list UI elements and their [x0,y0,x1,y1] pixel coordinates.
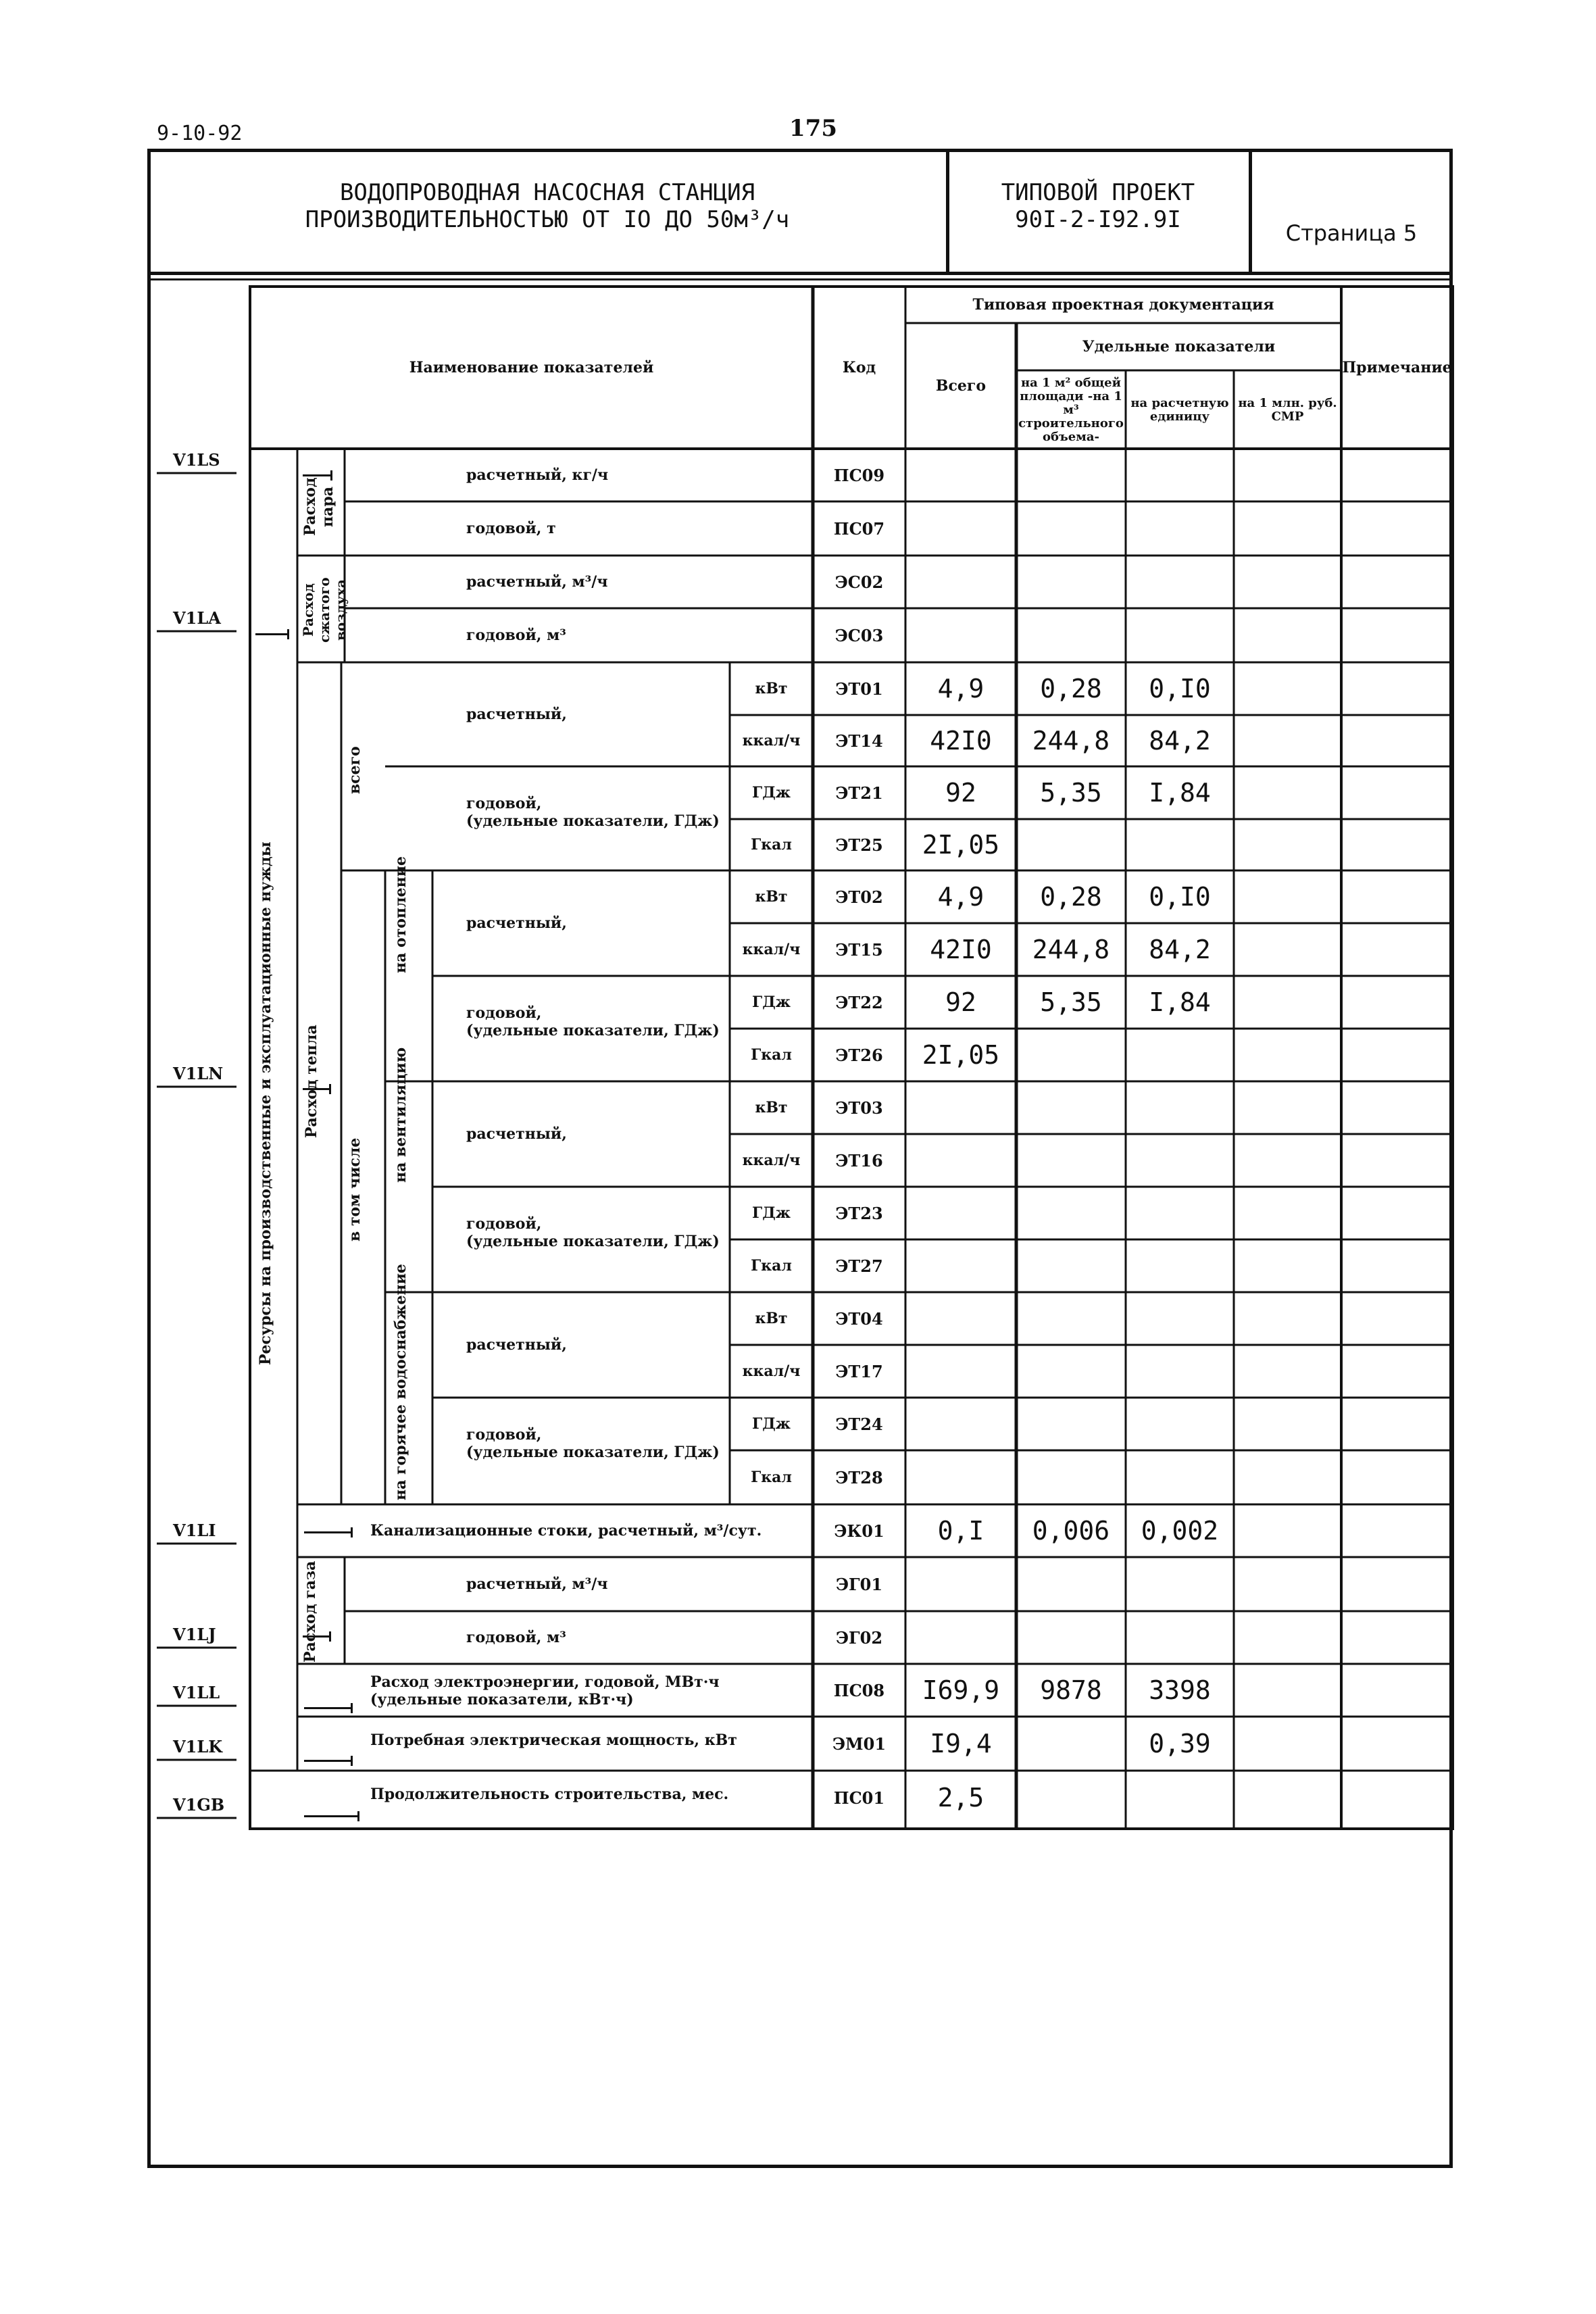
row-per-unit [1126,1187,1234,1239]
label-hotwater-annual-2: (удельные показатели, ГДж) [466,1444,720,1461]
side-code-v1li: V1LI [173,1521,216,1540]
group-heat: Расход тепла [303,1025,320,1138]
arrow-steam [303,474,331,476]
row-per-unit [1126,819,1234,870]
row-per-unit [1126,1398,1234,1450]
row-per-area: 5,35 [1040,778,1102,808]
arrow-duration [304,1815,358,1817]
row-total [905,1081,1016,1134]
row-per-area [1016,1611,1126,1664]
label-sewage: Канализационные стоки, расчетный, м³/сут. [370,1522,762,1540]
header-total: Всего [935,377,987,395]
row-total: I69,9 [922,1675,1000,1705]
group-total: всего [346,746,364,795]
label-duration: Продолжительность строительства, мес. [370,1786,729,1803]
row-per-unit [1126,1239,1234,1292]
row-total [905,1292,1016,1345]
header-per-area: на 1 м² общей площади -на 1 м³ строительного объема- [1018,376,1124,444]
row-total [905,1611,1016,1664]
unit-gj-3: ГДж [752,1204,791,1222]
group-hot-water: на горячее водоснабжение [392,1264,409,1500]
doc-title-line1: ВОДОПРОВОДНАЯ НАСОСНАЯ СТАНЦИЯ [339,179,755,206]
row-per-area [1016,608,1126,662]
unit-gj-1: ГДж [752,784,791,802]
row-code: ЭГ02 [835,1627,883,1648]
row-per-area [1016,449,1126,501]
row-per-area [1016,1239,1126,1292]
unit-gj-2: ГДж [752,993,791,1011]
row-per-unit [1126,1611,1234,1664]
row-per-area [1016,1029,1126,1081]
row-per-area [1016,1398,1126,1450]
row-total [905,1134,1016,1187]
unit-kw-4: кВт [755,1310,788,1327]
label-heating-annual-1: годовой, [466,1004,542,1022]
row-total [905,1450,1016,1504]
group-incl: в том числе [346,1137,364,1241]
label-air-annual: годовой, м³ [466,626,566,644]
label-total-annual-2: (удельные показатели, ГДж) [466,812,720,830]
label-gas-calc: расчетный, м³/ч [466,1575,608,1593]
project-code: 90I-2-I92.9I [1015,206,1181,233]
row-per-unit: 84,2 [1149,935,1211,964]
row-per-unit [1126,1345,1234,1398]
row-code: ЭТ04 [835,1308,883,1329]
unit-gcal-3: Гкал [751,1257,792,1275]
row-per-unit: 3398 [1149,1675,1211,1705]
row-total: 0,I [937,1516,984,1546]
row-per-area: 0,28 [1040,674,1102,704]
side-code-v1ll: V1LL [173,1683,220,1702]
arrow-sewage [304,1531,351,1533]
row-per-unit: I,84 [1149,778,1211,808]
row-total: 92 [945,987,976,1017]
row-per-area [1016,1134,1126,1187]
unit-kcal-4: ккал/ч [742,1362,801,1380]
row-code: ЭТ26 [835,1045,883,1065]
row-per-area [1016,1187,1126,1239]
row-code: ЭС02 [834,572,884,592]
label-electro-1: Расход электроэнергии, годовой, МВт·ч [370,1673,720,1691]
row-code: ЭТ21 [835,783,883,803]
document-date: 9-10-92 [157,122,243,145]
group-steam: Расход пара [301,477,336,537]
doc-title-line2: ПРОИЗВОДИТЕЛЬНОСТЬЮ ОТ IO ДО 50м³/ч [305,206,790,233]
row-total [905,556,1016,608]
row-code: ЭТ25 [835,835,883,855]
row-per-area: 0,006 [1032,1516,1110,1546]
group-ventilation: на вентиляцию [392,1047,409,1183]
row-total: 4,9 [937,674,984,704]
label-gas-annual: годовой, м³ [466,1629,566,1646]
side-code-v1lk: V1LK [173,1737,223,1756]
row-total: 2I,05 [922,1040,1000,1070]
row-per-unit [1126,1029,1234,1081]
label-electro-2: (удельные показатели, кВт·ч) [370,1691,634,1708]
label-vent-annual-1: годовой, [466,1215,542,1233]
row-per-unit [1126,1134,1234,1187]
row-code: ЭТ24 [835,1414,883,1434]
label-heating-annual-2: (удельные показатели, ГДж) [466,1022,720,1039]
side-code-v1ls: V1LS [173,450,220,470]
row-code: ЭТ01 [835,679,883,699]
row-total [905,608,1016,662]
row-per-area [1016,501,1126,556]
row-per-unit: 0,002 [1141,1516,1219,1546]
row-per-area: 244,8 [1032,935,1110,964]
row-per-area [1016,556,1126,608]
header-doc-group: Типовая проектная документация [972,296,1274,314]
arrow-heat [303,1088,330,1090]
row-per-unit: 0,I0 [1149,882,1211,912]
row-per-area [1016,1292,1126,1345]
side-code-v1ln: V1LN [173,1064,224,1083]
label-steam-annual: годовой, т [466,520,556,537]
row-per-area: 0,28 [1040,882,1102,912]
label-power: Потребная электрическая мощность, кВт [370,1731,737,1749]
row-per-area [1016,1717,1126,1771]
label-vent-annual [466,1215,720,1250]
side-code-v1gb: V1GB [173,1795,225,1815]
row-per-area [1016,1081,1126,1134]
row-per-unit: 0,39 [1149,1729,1211,1758]
row-total [905,1239,1016,1292]
row-code: ЭТ27 [835,1256,883,1276]
arrow-electro [304,1707,351,1709]
unit-kcal-3: ккал/ч [742,1152,801,1169]
label-heating-annual [466,1004,720,1039]
row-per-unit [1126,608,1234,662]
page-number: 175 [789,115,837,142]
row-per-area: 9878 [1040,1675,1102,1705]
group-resources: Ресурсы на производственные и эксплуатационные нужды [257,841,274,1365]
row-code: ЭТ16 [835,1150,883,1171]
row-code: ПС07 [833,518,885,539]
sheet-label: Страница 5 [1285,220,1418,246]
row-per-unit [1126,501,1234,556]
unit-gcal-1: Гкал [751,836,792,854]
label-vent-annual-2: (удельные показатели, ГДж) [466,1233,720,1250]
row-code: ЭТ17 [835,1361,883,1381]
row-total [905,1345,1016,1398]
row-total: 42I0 [930,726,992,756]
label-hotwater-calc: расчетный, [466,1336,567,1354]
header-per-unit: на расчетную единицу [1130,396,1229,424]
label-vent-calc: расчетный, [466,1125,567,1143]
row-code: ЭТ02 [835,887,883,907]
row-total: I9,4 [930,1729,992,1758]
row-total [905,449,1016,501]
group-gas: Расход газа [301,1560,319,1663]
row-code: ПС08 [833,1680,885,1700]
unit-gcal-2: Гкал [751,1046,792,1064]
row-code: ЭМ01 [832,1733,887,1754]
row-total: 2I,05 [922,830,1000,860]
row-code: ПС09 [833,465,885,485]
label-hotwater-annual-1: годовой, [466,1426,542,1444]
row-total: 4,9 [937,882,984,912]
label-heating-calc: расчетный, [466,914,567,932]
row-per-unit: 84,2 [1149,726,1211,756]
row-per-area [1016,1450,1126,1504]
side-code-v1lj: V1LJ [173,1625,216,1644]
row-total: 92 [945,778,976,808]
row-code: ЭТ28 [835,1467,883,1487]
row-code: ЭТ03 [835,1098,883,1118]
row-per-unit [1126,556,1234,608]
label-steam-calc: расчетный, кг/ч [466,466,609,484]
row-code: ЭТ15 [835,939,883,960]
row-per-unit [1126,449,1234,501]
row-per-area [1016,1557,1126,1611]
row-total [905,1187,1016,1239]
row-per-unit: I,84 [1149,987,1211,1017]
row-per-unit [1126,1081,1234,1134]
row-per-area [1016,1771,1126,1825]
arrow-resources [255,633,288,635]
row-code: ЭТ23 [835,1203,883,1223]
unit-kw-3: кВт [755,1099,788,1116]
unit-gcal-4: Гкал [751,1469,792,1486]
row-per-unit [1126,1292,1234,1345]
row-per-unit [1126,1771,1234,1825]
row-total [905,1557,1016,1611]
row-total: 42I0 [930,935,992,964]
row-per-area: 5,35 [1040,987,1102,1017]
arrow-power [304,1760,351,1762]
label-total-calc: расчетный, [466,706,567,723]
side-code-v1la: V1LA [173,608,221,628]
unit-kw-2: кВт [755,888,788,906]
header-note: Примечание [1342,359,1452,376]
row-total: 2,5 [937,1783,984,1813]
row-per-area [1016,1345,1126,1398]
row-per-unit: 0,I0 [1149,674,1211,704]
row-per-unit [1126,1450,1234,1504]
project-label: ТИПОВОЙ ПРОЕКТ [1001,179,1195,206]
header-code: Код [842,359,876,376]
label-air-calc: расчетный, м³/ч [466,573,608,591]
row-code: ЭГ01 [835,1574,883,1594]
header-per-million: на 1 млн. руб. СМР [1238,396,1337,424]
label-electro [370,1673,720,1708]
row-code: ПС01 [833,1788,885,1808]
group-air: Расход сжатого воздуха [300,577,349,643]
row-code: ЭК01 [834,1521,884,1541]
unit-gj-4: ГДж [752,1415,791,1433]
header-specific: Удельные показатели [1082,338,1276,355]
unit-kcal-1: ккал/ч [742,732,801,749]
header-name: Наименование показателей [409,359,654,376]
unit-kcal-2: ккал/ч [742,941,801,958]
row-code: ЭТ14 [835,731,883,751]
row-code: ЭС03 [834,625,884,645]
group-heating: на отопление [392,856,409,973]
label-total-annual [466,795,720,830]
unit-kw-1: кВт [755,680,788,697]
row-per-area: 244,8 [1032,726,1110,756]
row-per-unit [1126,1557,1234,1611]
row-code: ЭТ22 [835,992,883,1012]
arrow-gas [303,1635,330,1638]
row-total [905,1398,1016,1450]
label-hotwater-annual [466,1426,720,1461]
label-total-annual-1: годовой, [466,795,542,812]
row-total [905,501,1016,556]
row-per-area [1016,819,1126,870]
